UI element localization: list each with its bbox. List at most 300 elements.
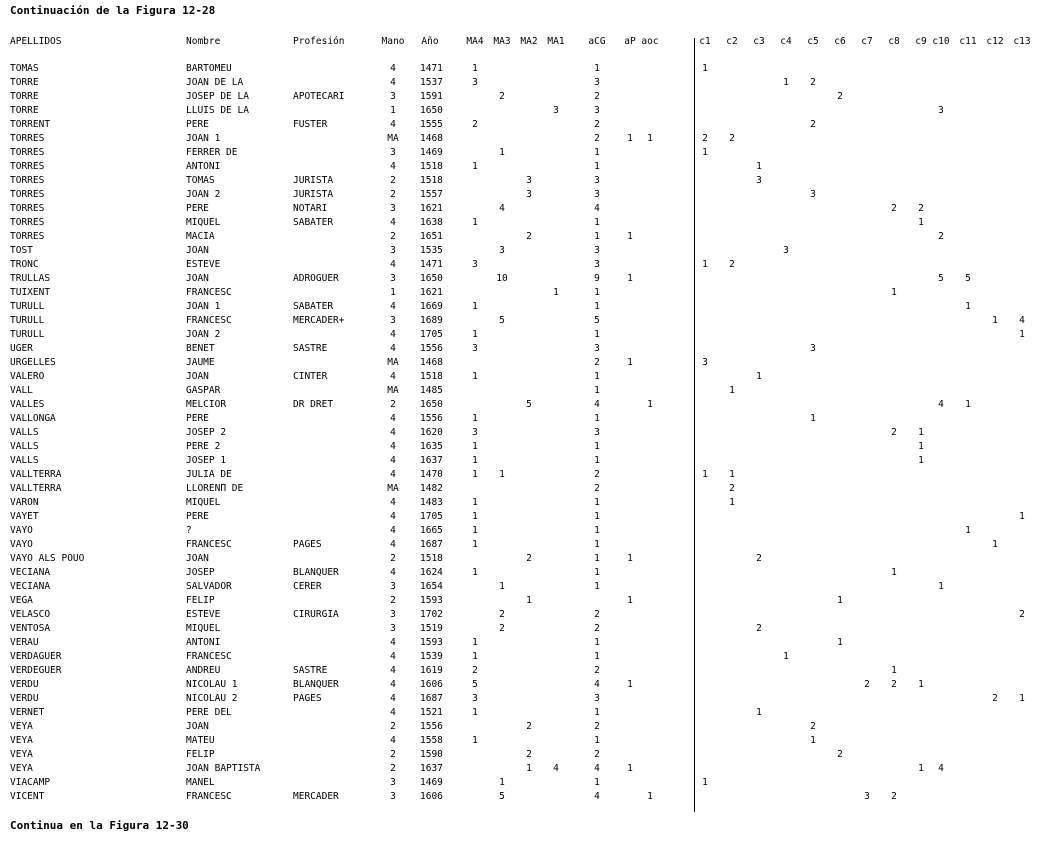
cell-c8: 1 — [891, 287, 897, 298]
cell-mano: 4 — [390, 637, 396, 648]
cell-mano: 2 — [390, 763, 396, 774]
table-row — [0, 748, 1053, 762]
cell-c8: 1 — [891, 567, 897, 578]
cell-acg: 1 — [594, 553, 600, 564]
cell-ma4: 1 — [472, 497, 478, 508]
cell-acg: 1 — [594, 539, 600, 550]
cell-ma4: 1 — [472, 63, 478, 74]
table-row — [0, 258, 1053, 272]
cell-profesion: JURISTA — [293, 189, 334, 200]
cell-nombre: ANTONI — [186, 637, 221, 648]
cell-apellidos: TORRES — [10, 217, 45, 228]
cell-profesion: FUSTER — [293, 119, 328, 130]
cell-ano: 1469 — [420, 147, 443, 158]
cell-c8: 2 — [891, 791, 897, 802]
cell-c5: 2 — [810, 721, 816, 732]
cell-acg: 3 — [594, 259, 600, 270]
cell-c13: 1 — [1019, 693, 1025, 704]
cell-mano: 3 — [390, 581, 396, 592]
cell-c8: 2 — [891, 427, 897, 438]
cell-ap: 1 — [627, 273, 633, 284]
cell-nombre: PERE 2 — [186, 441, 221, 452]
cell-ap: 1 — [627, 357, 633, 368]
table-row — [0, 468, 1053, 482]
cell-c13: 1 — [1019, 329, 1025, 340]
cell-acg: 1 — [594, 413, 600, 424]
cell-mano: 4 — [390, 441, 396, 452]
header-c9: c9 — [915, 36, 927, 47]
cell-ma2: 3 — [526, 189, 532, 200]
cell-acg: 5 — [594, 315, 600, 326]
cell-ma4: 1 — [472, 651, 478, 662]
cell-nombre: MACIA — [186, 231, 215, 242]
cell-nombre: JOAN — [186, 371, 209, 382]
cell-acg: 1 — [594, 525, 600, 536]
header-ma1: MA1 — [547, 36, 565, 47]
cell-nombre: FRANCESC — [186, 791, 232, 802]
table-row — [0, 412, 1053, 426]
cell-profesion: CIRURGIA — [293, 609, 339, 620]
cell-profesion: SASTRE — [293, 665, 328, 676]
cell-ap: 1 — [627, 679, 633, 690]
table-row — [0, 118, 1053, 132]
cell-c11: 5 — [965, 273, 971, 284]
cell-apellidos: TURULL — [10, 329, 45, 340]
cell-mano: 4 — [390, 259, 396, 270]
cell-c3: 2 — [756, 623, 762, 634]
cell-apellidos: VECIANA — [10, 581, 51, 592]
table-row — [0, 314, 1053, 328]
cell-acg: 1 — [594, 371, 600, 382]
cell-mano: 4 — [390, 413, 396, 424]
cell-ma4: 1 — [472, 637, 478, 648]
cell-mano: 3 — [390, 203, 396, 214]
cell-ma4: 2 — [472, 665, 478, 676]
cell-acg: 2 — [594, 721, 600, 732]
cell-ano: 1519 — [420, 623, 443, 634]
cell-c5: 1 — [810, 735, 816, 746]
cell-acg: 2 — [594, 609, 600, 620]
cell-ano: 1593 — [420, 595, 443, 606]
cell-ma4: 1 — [472, 301, 478, 312]
cell-apellidos: TRULLAS — [10, 273, 51, 284]
cell-nombre: JOAN 1 — [186, 301, 221, 312]
cell-apellidos: VEGA — [10, 595, 33, 606]
cell-apellidos: VICENT — [10, 791, 45, 802]
cell-ano: 1702 — [420, 609, 443, 620]
cell-mano: 3 — [390, 91, 396, 102]
cell-ap: 1 — [627, 231, 633, 242]
header-ano: Año — [421, 36, 439, 47]
header-nombre: Nombre — [186, 36, 221, 47]
cell-nombre: MIQUEL — [186, 217, 221, 228]
cell-ano: 1621 — [420, 203, 443, 214]
header-mano: Mano — [381, 36, 405, 47]
cell-apellidos: VEYA — [10, 763, 33, 774]
cell-apellidos: URGELLES — [10, 357, 56, 368]
cell-mano: 4 — [390, 343, 396, 354]
cell-c9: 2 — [918, 203, 924, 214]
cell-c12: 2 — [992, 693, 998, 704]
cell-ma2: 1 — [526, 763, 532, 774]
cell-nombre: JOAN 2 — [186, 189, 221, 200]
cell-c10: 2 — [938, 231, 944, 242]
cell-mano: 3 — [390, 273, 396, 284]
cell-ma4: 1 — [472, 707, 478, 718]
cell-c4: 1 — [783, 77, 789, 88]
cell-apellidos: TORRES — [10, 231, 45, 242]
cell-profesion: PAGES — [293, 539, 322, 550]
cell-ap: 1 — [627, 553, 633, 564]
cell-ano: 1650 — [420, 105, 443, 116]
header-ma2: MA2 — [520, 36, 538, 47]
cell-ano: 1556 — [420, 721, 443, 732]
cell-acg: 3 — [594, 105, 600, 116]
cell-c6: 2 — [837, 91, 843, 102]
cell-profesion: NOTARI — [293, 203, 328, 214]
cell-ano: 1650 — [420, 399, 443, 410]
cell-nombre: FERRER DE — [186, 147, 238, 158]
cell-mano: 4 — [390, 679, 396, 690]
cell-mano: 4 — [390, 371, 396, 382]
cell-nombre: JOSEP — [186, 567, 215, 578]
cell-c2: 2 — [729, 483, 735, 494]
cell-apellidos: TOST — [10, 245, 33, 256]
cell-c1: 2 — [702, 133, 708, 144]
table-row — [0, 328, 1053, 342]
cell-apellidos: TURULL — [10, 301, 45, 312]
header-row — [0, 35, 1053, 49]
cell-ano: 1621 — [420, 287, 443, 298]
cell-c3: 1 — [756, 371, 762, 382]
cell-mano: 2 — [390, 231, 396, 242]
cell-mano: 2 — [390, 175, 396, 186]
cell-c4: 1 — [783, 651, 789, 662]
figure-title: Continuación de la Figura 12-28 — [10, 4, 216, 17]
cell-acg: 2 — [594, 623, 600, 634]
cell-acg: 2 — [594, 119, 600, 130]
cell-acg: 4 — [594, 203, 600, 214]
cell-acg: 1 — [594, 497, 600, 508]
cell-ano: 1518 — [420, 161, 443, 172]
cell-mano: 1 — [390, 287, 396, 298]
cell-mano: 1 — [390, 105, 396, 116]
cell-c10: 3 — [938, 105, 944, 116]
cell-acg: 1 — [594, 511, 600, 522]
cell-nombre: FRANCESC — [186, 315, 232, 326]
cell-ano: 1624 — [420, 567, 443, 578]
cell-nombre: ? — [186, 525, 192, 536]
cell-c9: 1 — [918, 679, 924, 690]
cell-nombre: FRANCESC — [186, 287, 232, 298]
cell-profesion: ADROGUER — [293, 273, 339, 284]
cell-apellidos: UGER — [10, 343, 33, 354]
cell-c1: 3 — [702, 357, 708, 368]
cell-ma4: 1 — [472, 413, 478, 424]
cell-nombre: JOSEP 2 — [186, 427, 227, 438]
cell-apellidos: VERDU — [10, 693, 39, 704]
cell-nombre: LLORENΠ DE — [186, 483, 244, 494]
cell-ma4: 1 — [472, 441, 478, 452]
cell-ano: 1557 — [420, 189, 443, 200]
header-c3: c3 — [753, 36, 765, 47]
cell-nombre: ESTEVE — [186, 259, 221, 270]
table-row — [0, 734, 1053, 748]
cell-mano: 4 — [390, 497, 396, 508]
cell-acg: 1 — [594, 567, 600, 578]
cell-acg: 1 — [594, 651, 600, 662]
table-row — [0, 62, 1053, 76]
cell-acg: 3 — [594, 189, 600, 200]
cell-mano: MA — [387, 385, 399, 396]
cell-c2: 1 — [729, 385, 735, 396]
cell-apellidos: VERDEGUER — [10, 665, 62, 676]
cell-apellidos: TORRES — [10, 161, 45, 172]
cell-apellidos: VERDAGUER — [10, 651, 62, 662]
table-row — [0, 664, 1053, 678]
cell-nombre: JULIA DE — [186, 469, 232, 480]
header-c13: c13 — [1013, 36, 1031, 47]
cell-ma4: 1 — [472, 455, 478, 466]
header-ap: aP — [624, 36, 636, 47]
cell-apellidos: VEYA — [10, 749, 33, 760]
cell-mano: 2 — [390, 553, 396, 564]
cell-apellidos: VALLONGA — [10, 413, 56, 424]
cell-acg: 1 — [594, 231, 600, 242]
cell-nombre: BARTOMEU — [186, 63, 232, 74]
cell-acg: 2 — [594, 665, 600, 676]
cell-c9: 1 — [918, 763, 924, 774]
cell-ap: 1 — [627, 763, 633, 774]
cell-c2: 1 — [729, 469, 735, 480]
cell-ma4: 1 — [472, 525, 478, 536]
cell-apellidos: VEYA — [10, 735, 33, 746]
cell-apellidos: VEYA — [10, 721, 33, 732]
cell-nombre: FRANCESC — [186, 651, 232, 662]
cell-ano: 1556 — [420, 413, 443, 424]
cell-ma2: 5 — [526, 399, 532, 410]
cell-mano: 4 — [390, 455, 396, 466]
cell-nombre: ANDREU — [186, 665, 221, 676]
cell-ma3: 5 — [499, 315, 505, 326]
table-row — [0, 608, 1053, 622]
cell-ma3: 1 — [499, 777, 505, 788]
table-row — [0, 132, 1053, 146]
table-row — [0, 230, 1053, 244]
cell-acg: 1 — [594, 301, 600, 312]
cell-ano: 1556 — [420, 343, 443, 354]
cell-mano: 4 — [390, 469, 396, 480]
cell-c8: 2 — [891, 679, 897, 690]
cell-nombre: TOMAS — [186, 175, 215, 186]
cell-mano: 3 — [390, 623, 396, 634]
cell-mano: 3 — [390, 791, 396, 802]
cell-apellidos: VENTOSA — [10, 623, 51, 634]
cell-mano: 4 — [390, 119, 396, 130]
cell-ma1: 1 — [553, 287, 559, 298]
cell-c1: 1 — [702, 63, 708, 74]
cell-mano: 2 — [390, 189, 396, 200]
cell-aoc: 1 — [647, 399, 653, 410]
cell-mano: 4 — [390, 707, 396, 718]
table-row — [0, 76, 1053, 90]
cell-mano: 3 — [390, 147, 396, 158]
cell-ano: 1665 — [420, 525, 443, 536]
cell-mano: 4 — [390, 651, 396, 662]
cell-acg: 1 — [594, 63, 600, 74]
cell-c3: 2 — [756, 553, 762, 564]
cell-ano: 1537 — [420, 77, 443, 88]
cell-c10: 4 — [938, 763, 944, 774]
cell-ano: 1705 — [420, 329, 443, 340]
table-row — [0, 510, 1053, 524]
cell-mano: 4 — [390, 329, 396, 340]
cell-c13: 4 — [1019, 315, 1025, 326]
header-c5: c5 — [807, 36, 819, 47]
cell-ano: 1468 — [420, 133, 443, 144]
cell-nombre: PERE — [186, 203, 209, 214]
cell-ano: 1558 — [420, 735, 443, 746]
cell-ma4: 3 — [472, 259, 478, 270]
cell-acg: 1 — [594, 735, 600, 746]
cell-apellidos: VERNET — [10, 707, 45, 718]
table-row — [0, 622, 1053, 636]
cell-acg: 4 — [594, 763, 600, 774]
cell-c5: 3 — [810, 343, 816, 354]
cell-ma4: 1 — [472, 217, 478, 228]
cell-ma3: 2 — [499, 623, 505, 634]
cell-nombre: FRANCESC — [186, 539, 232, 550]
cell-apellidos: TORRE — [10, 105, 39, 116]
cell-apellidos: TORRES — [10, 175, 45, 186]
cell-acg: 2 — [594, 91, 600, 102]
cell-apellidos: VAYO — [10, 525, 33, 536]
cell-c5: 1 — [810, 413, 816, 424]
cell-acg: 1 — [594, 581, 600, 592]
cell-ano: 1705 — [420, 511, 443, 522]
table-row — [0, 720, 1053, 734]
cell-mano: 3 — [390, 609, 396, 620]
table-row — [0, 356, 1053, 370]
cell-acg: 4 — [594, 399, 600, 410]
cell-c2: 1 — [729, 497, 735, 508]
cell-mano: 4 — [390, 301, 396, 312]
cell-apellidos: VALERO — [10, 371, 45, 382]
cell-ano: 1637 — [420, 763, 443, 774]
cell-apellidos: TOMAS — [10, 63, 39, 74]
cell-mano: MA — [387, 357, 399, 368]
cell-ano: 1591 — [420, 91, 443, 102]
cell-nombre: PERE — [186, 511, 209, 522]
cell-profesion: CINTER — [293, 371, 328, 382]
cell-c8: 1 — [891, 665, 897, 676]
cell-c2: 2 — [729, 133, 735, 144]
cell-nombre: JOAN — [186, 553, 209, 564]
cell-acg: 1 — [594, 329, 600, 340]
cell-apellidos: VALLS — [10, 427, 39, 438]
cell-ano: 1635 — [420, 441, 443, 452]
table-row — [0, 762, 1053, 776]
cell-acg: 1 — [594, 637, 600, 648]
table-row — [0, 244, 1053, 258]
cell-mano: 4 — [390, 77, 396, 88]
cell-aoc: 1 — [647, 791, 653, 802]
cell-apellidos: VALL — [10, 385, 33, 396]
cell-ano: 1539 — [420, 651, 443, 662]
cell-c13: 1 — [1019, 511, 1025, 522]
cell-profesion: DR DRET — [293, 399, 334, 410]
cell-mano: 4 — [390, 735, 396, 746]
table-row — [0, 300, 1053, 314]
table-row — [0, 188, 1053, 202]
cell-profesion: MERCADER — [293, 791, 339, 802]
cell-acg: 1 — [594, 777, 600, 788]
cell-c4: 3 — [783, 245, 789, 256]
cell-ano: 1654 — [420, 581, 443, 592]
cell-c13: 2 — [1019, 609, 1025, 620]
table-row — [0, 538, 1053, 552]
cell-acg: 1 — [594, 441, 600, 452]
table-row — [0, 496, 1053, 510]
cell-mano: 3 — [390, 245, 396, 256]
cell-apellidos: TORRES — [10, 147, 45, 158]
cell-profesion: PAGES — [293, 693, 322, 704]
header-c7: c7 — [861, 36, 873, 47]
cell-c1: 1 — [702, 469, 708, 480]
cell-nombre: JOAN DE LA — [186, 77, 244, 88]
cell-c7: 2 — [864, 679, 870, 690]
cell-ano: 1518 — [420, 553, 443, 564]
table-row — [0, 706, 1053, 720]
cell-nombre: JOAN BAPTISTA — [186, 763, 261, 774]
cell-mano: 4 — [390, 693, 396, 704]
cell-acg: 1 — [594, 161, 600, 172]
table-row — [0, 286, 1053, 300]
cell-ma3: 5 — [499, 791, 505, 802]
cell-ma1: 3 — [553, 105, 559, 116]
cell-ma3: 10 — [496, 273, 508, 284]
cell-nombre: JOAN — [186, 245, 209, 256]
cell-ma3: 3 — [499, 245, 505, 256]
table-row — [0, 342, 1053, 356]
cell-nombre: ANTONI — [186, 161, 221, 172]
cell-nombre: MATEU — [186, 735, 215, 746]
cell-ma2: 2 — [526, 553, 532, 564]
cell-c6: 2 — [837, 749, 843, 760]
cell-c10: 4 — [938, 399, 944, 410]
cell-apellidos: VERDU — [10, 679, 39, 690]
cell-nombre: GASPAR — [186, 385, 221, 396]
cell-ma3: 1 — [499, 581, 505, 592]
cell-ma4: 1 — [472, 469, 478, 480]
header-c6: c6 — [834, 36, 846, 47]
cell-c2: 2 — [729, 259, 735, 270]
cell-apellidos: TURULL — [10, 315, 45, 326]
cell-nombre: MIQUEL — [186, 623, 221, 634]
cell-nombre: MELCIOR — [186, 399, 227, 410]
header-c12: c12 — [986, 36, 1004, 47]
column-divider — [694, 38, 695, 812]
cell-profesion: MERCADER+ — [293, 315, 345, 326]
table-row — [0, 580, 1053, 594]
cell-c11: 1 — [965, 301, 971, 312]
cell-acg: 1 — [594, 385, 600, 396]
cell-mano: 4 — [390, 567, 396, 578]
cell-ma3: 1 — [499, 469, 505, 480]
cell-ano: 1471 — [420, 259, 443, 270]
cell-acg: 1 — [594, 287, 600, 298]
cell-ano: 1620 — [420, 427, 443, 438]
